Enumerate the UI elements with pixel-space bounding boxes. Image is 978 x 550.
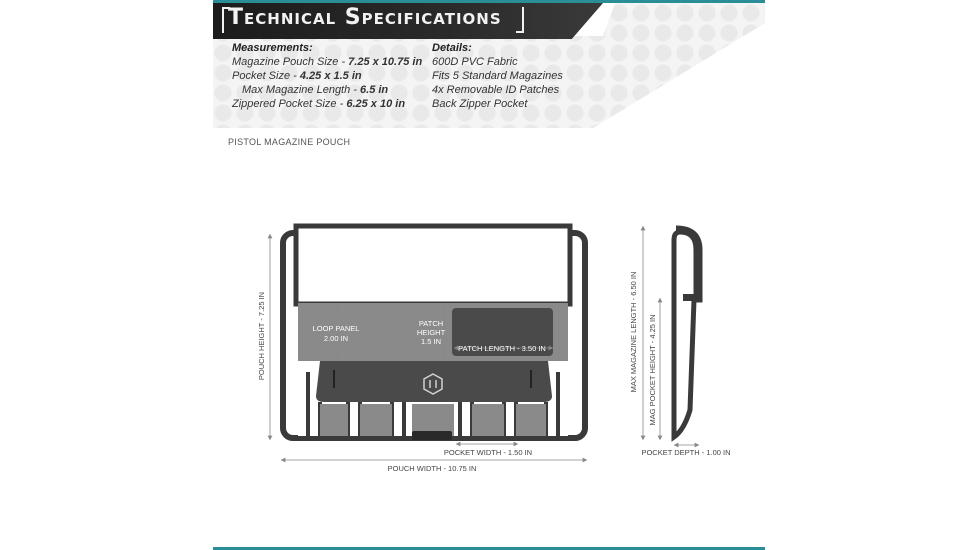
detail-line: 4x Removable ID Patches: [432, 84, 560, 96]
max-magazine-length-label: MAX MAGAZINE LENGTH - 6.50 IN: [629, 271, 638, 393]
patch-length-label: PATCH LENGTH - 3.50 IN: [458, 344, 546, 353]
loop-panel-value: 2.00 IN: [323, 334, 349, 343]
measurement-line: Magazine Pouch Size - 7.25 x 10.75 in: [232, 56, 423, 68]
measurement-line: Zippered Pocket Size - 6.25 x 10 in: [232, 98, 406, 110]
details-heading: Details:: [432, 42, 472, 54]
detail-line: Fits 5 Standard Magazines: [432, 70, 563, 82]
top-flap: [296, 226, 570, 304]
measurement-line: Max Magazine Length - 6.5 in: [242, 84, 389, 96]
detail-line: Back Zipper Pocket: [432, 98, 528, 110]
detail-line: 600D PVC Fabric: [432, 56, 518, 68]
page-title: Technical Specifications: [228, 5, 502, 30]
bottom-buckle: [412, 431, 452, 440]
diagram-subtitle: PISTOL MAGAZINE POUCH: [228, 137, 351, 147]
patch-height-value: 1.5 IN: [420, 337, 442, 346]
pocket-width-label: POCKET WIDTH - 1.50 IN: [443, 448, 533, 457]
patch-height-label-2: HEIGHT: [416, 328, 446, 337]
pouch-side-view: [674, 228, 700, 437]
loop-panel-label: LOOP PANEL: [312, 324, 360, 333]
pouch-height-label: POUCH HEIGHT - 7.25 IN: [257, 291, 266, 381]
mag-pocket-height-label: MAG POCKET HEIGHT - 4.25 IN: [648, 314, 657, 426]
measurements-heading: Measurements:: [232, 42, 313, 54]
pocket-depth-label: POCKET DEPTH - 1.00 IN: [641, 448, 731, 457]
pouch-width-label: POUCH WIDTH - 10.75 IN: [387, 464, 477, 473]
magazine-pocket-flap: [316, 361, 552, 402]
measurement-line: Pocket Size - 4.25 x 1.5 in: [232, 70, 362, 82]
patch-height-label-1: PATCH: [418, 319, 444, 328]
